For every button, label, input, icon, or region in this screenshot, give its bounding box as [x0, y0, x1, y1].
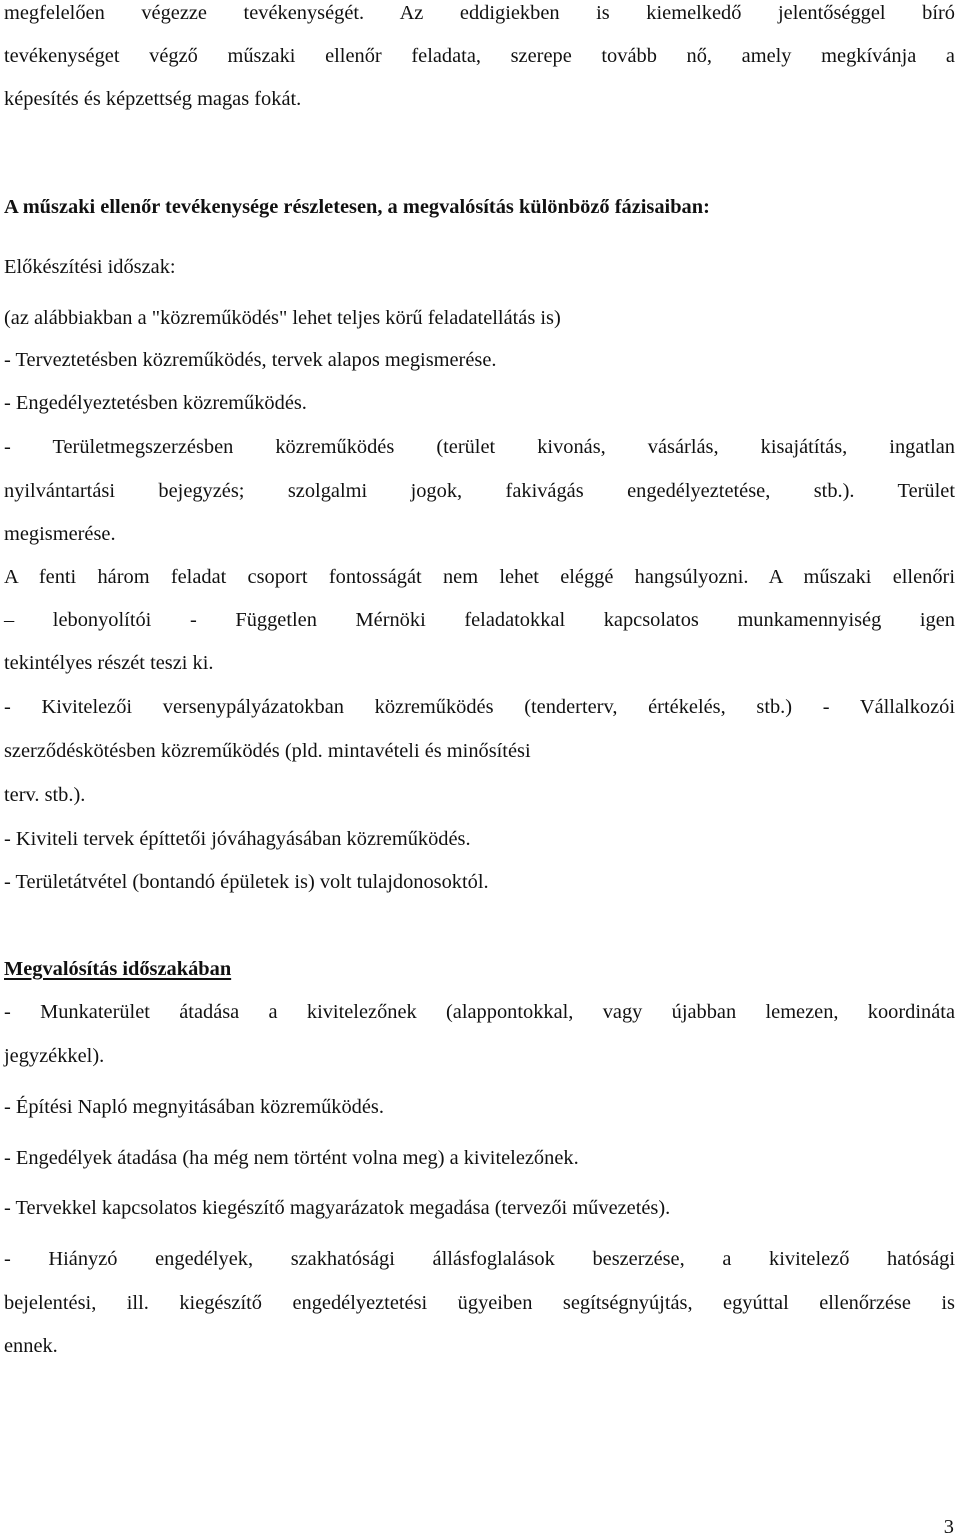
implementation-item-permits-handover: - Engedélyek átadása (ha még nem történt volna meg) a kivitelezőnek.: [4, 1147, 579, 1169]
preparation-item-design: - Terveztetésben közreműködés, tervek alapos megismerése.: [4, 349, 497, 371]
preparation-item-tender-line-2: szerződéskötésben közreműködés (pld. mintavételi és minősítési: [4, 740, 531, 762]
preparation-heading: Előkészítési időszak:: [4, 256, 176, 278]
implementation-item-site-line-1: - Munkaterület átadása a kivitelezőnek (alappontokkal, vagy újabban lemezen, koordináta: [4, 1001, 955, 1023]
preparation-note: (az alábbiakban a "közreműködés" lehet teljes körű feladatellátás is): [4, 307, 561, 329]
intro-line-1: megfelelően végezze tevékenységét. Az eddigiekben is kiemelkedő jelentőséggel bíró: [4, 2, 955, 24]
preparation-item-approval: - Kiviteli tervek építtetői jóváhagyásában közreműködés.: [4, 828, 471, 850]
intro-line-3: képesítés és képzettség magas fokát.: [4, 88, 302, 110]
section-heading: A műszaki ellenőr tevékenysége részletesen, a megvalósítás különböző fázisaiban:: [4, 196, 710, 218]
preparation-item-takeover: - Területátvétel (bontandó épületek is) volt tulajdonosoktól.: [4, 871, 489, 893]
implementation-item-explanations: - Tervekkel kapcsolatos kiegészítő magyarázatok megadása (tervezői művezetés).: [4, 1197, 671, 1219]
implementation-item-missing-permits-line-1: - Hiányzó engedélyek, szakhatósági állásfoglalások beszerzése, a kivitelező hatósági: [4, 1248, 955, 1270]
preparation-item-tender-line-1: - Kivitelezői versenypályázatokban közreműködés (tenderterv, értékelés, stb.) - Vállalkozói: [4, 696, 955, 718]
preparation-item-permits: - Engedélyeztetésben közreműködés.: [4, 392, 307, 414]
preparation-paragraph-line-2: – lebonyolítói - Független Mérnöki feladatokkal kapcsolatos munkamennyiség igen: [4, 609, 955, 631]
implementation-item-logbook: - Építési Napló megnyitásában közreműködés.: [4, 1096, 384, 1118]
preparation-item-land-line-2: nyilvántartási bejegyzés; szolgalmi jogok, fakivágás engedélyeztetése, stb.). Terület: [4, 480, 955, 502]
preparation-paragraph-line-3: tekintélyes részét teszi ki.: [4, 652, 214, 674]
preparation-paragraph-line-1: A fenti három feladat csoport fontosságát nem lehet eléggé hangsúlyozni. A műszaki ellenőri: [4, 566, 955, 588]
preparation-item-land-line-3: megismerése.: [4, 523, 116, 545]
intro-line-2: tevékenységet végző műszaki ellenőr feladata, szerepe tovább nő, amely megkívánja a: [4, 45, 955, 67]
implementation-item-missing-permits-line-2: bejelentési, ill. kiegészítő engedélyeztetési ügyeiben segítségnyújtás, egyúttal ellenőrzése is: [4, 1292, 955, 1314]
implementation-heading: Megvalósítás időszakában: [4, 958, 232, 980]
preparation-item-tender-line-3: terv. stb.).: [4, 784, 86, 806]
implementation-item-missing-permits-line-3: ennek.: [4, 1335, 58, 1357]
page-number: 3: [943, 1516, 954, 1538]
preparation-item-land-line-1: - Területmegszerzésben közreműködés (terület kivonás, vásárlás, kisajátítás, ingatlan: [4, 436, 955, 458]
implementation-item-site-line-2: jegyzékkel).: [4, 1045, 105, 1067]
